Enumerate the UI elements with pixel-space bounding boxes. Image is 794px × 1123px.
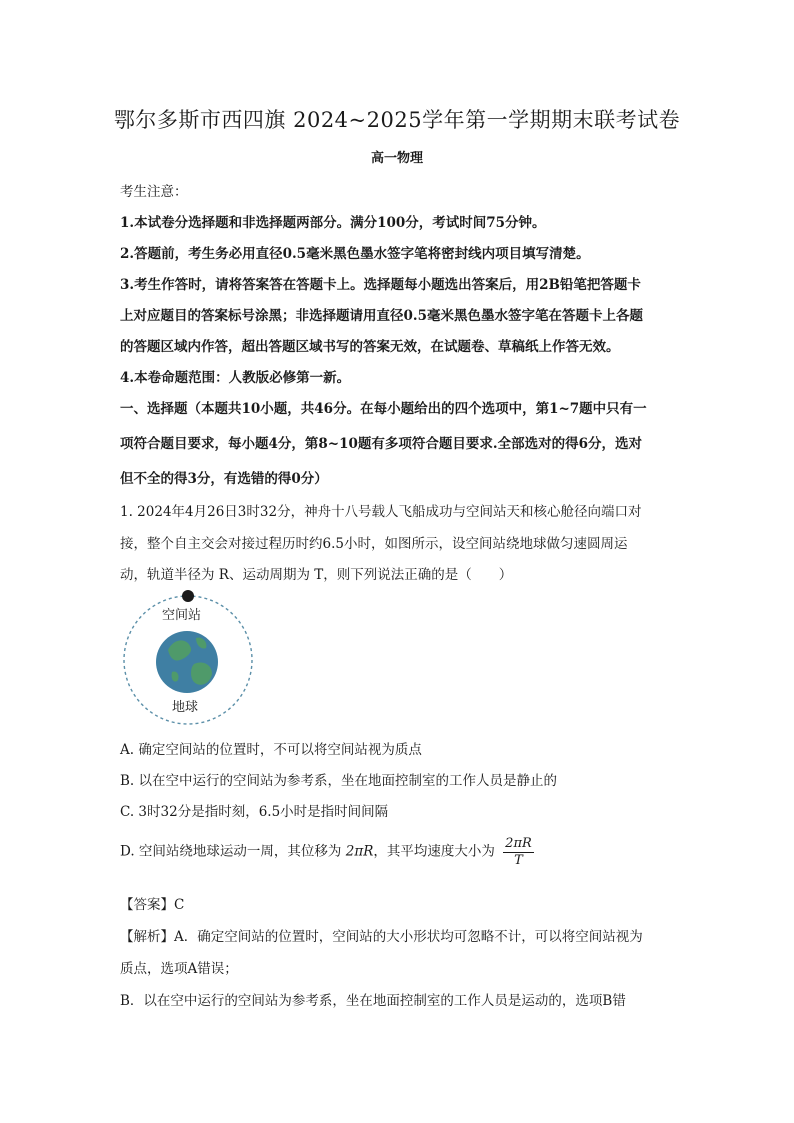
option-d-fraction bbox=[503, 836, 534, 868]
answer-line bbox=[120, 893, 680, 913]
question-1-line-3: 动，轨道半径为 R、运动周期为 T，则下列说法正确的是（ ） bbox=[120, 567, 513, 583]
section-heading-line-1: 一、选择题（本题共10小题，共46分。在每小题给出的四个选项中，第1~7题中只有一 bbox=[120, 401, 647, 417]
fraction-denominator: T bbox=[514, 852, 523, 868]
earth-label: 地球 bbox=[172, 700, 199, 715]
question-1-line-2: 接，整个自主交会对接过程历时约6.5小时，如图所示，设空间站绕地球做匀速圆周运 bbox=[120, 536, 628, 552]
option-a: A. 确定空间站的位置时，不可以将空间站视为质点 bbox=[120, 742, 422, 758]
question-1-line-1: 1. 2024年4月26日3时32分，神舟十八号载人飞船成功与空间站天和核心舱径向端口对 bbox=[120, 504, 642, 520]
notice-item-2: 2.答题前，考生务必用直径0.5毫米黑色墨水签字笔将密封线内项目填写清楚。 bbox=[120, 246, 590, 262]
space-station-icon bbox=[182, 590, 194, 602]
fraction-numerator: 2πR bbox=[505, 836, 532, 851]
notice-heading: 考生注意： bbox=[120, 184, 188, 200]
option-c: C. 3时32分是指时刻，6.5小时是指时间间隔 bbox=[120, 804, 389, 820]
orbit-figure bbox=[120, 588, 260, 728]
notice-item-3-line-2: 上对应题目的答案标号涂黑；非选择题请用直径0.5毫米黑色墨水签字笔在答题卡上各题 bbox=[120, 308, 643, 324]
option-d-mid: ，其平均速度大小为 bbox=[373, 843, 495, 860]
notice-item-4: 4.本卷命题范围：人教版必修第一新。 bbox=[120, 370, 351, 386]
section-heading-line-3: 但不全的得3分，有选错的得0分） bbox=[120, 471, 328, 487]
answer-value: C bbox=[174, 897, 185, 913]
option-d-prefix: D. 空间站绕地球运动一周，其位移为 bbox=[120, 843, 342, 860]
notice-item-3-line-1: 3.考生作答时，请将答案答在答题卡上。选择题每小题选出答案后，用2B铅笔把答题卡 bbox=[120, 277, 641, 293]
option-b: B. 以在空中运行的空间站为参考系，坐在地面控制室的工作人员是静止的 bbox=[120, 773, 558, 789]
section-heading-line-2: 项符合题目要求，每小题4分，第8~10题有多项符合题目要求.全部选对的得6分，选对 bbox=[120, 436, 642, 452]
subject-subtitle: 高一物理 bbox=[370, 151, 423, 166]
notice-item-3-line-3: 的答题区域内作答，超出答题区域书写的答案无效，在试题卷、草稿纸上作答无效。 bbox=[120, 339, 620, 355]
analysis-line-1 bbox=[120, 925, 680, 945]
analysis-text-1: A．确定空间站的位置时，空间站的大小形状均可忽略不计，可以将空间站视为 bbox=[174, 929, 643, 945]
option-d-displacement: 2πR bbox=[345, 843, 374, 860]
page-title: 鄂尔多斯市西四旗 2024~2025学年第一学期期末联考试卷 bbox=[113, 108, 681, 132]
analysis-tag: 【解析】 bbox=[120, 929, 174, 945]
option-d bbox=[120, 836, 680, 868]
notice-item-1: 1.本试卷分选择题和非选择题两部分。满分100分，考试时间75分钟。 bbox=[120, 215, 546, 231]
analysis-line-3: B．以在空中运行的空间站为参考系，坐在地面控制室的工作人员是运动的，选项B错 bbox=[120, 993, 626, 1009]
answer-tag: 【答案】 bbox=[120, 897, 174, 913]
analysis-line-2: 质点，选项A错误； bbox=[120, 961, 238, 977]
earth-icon bbox=[156, 631, 218, 693]
space-station-label: 空间站 bbox=[162, 608, 202, 623]
